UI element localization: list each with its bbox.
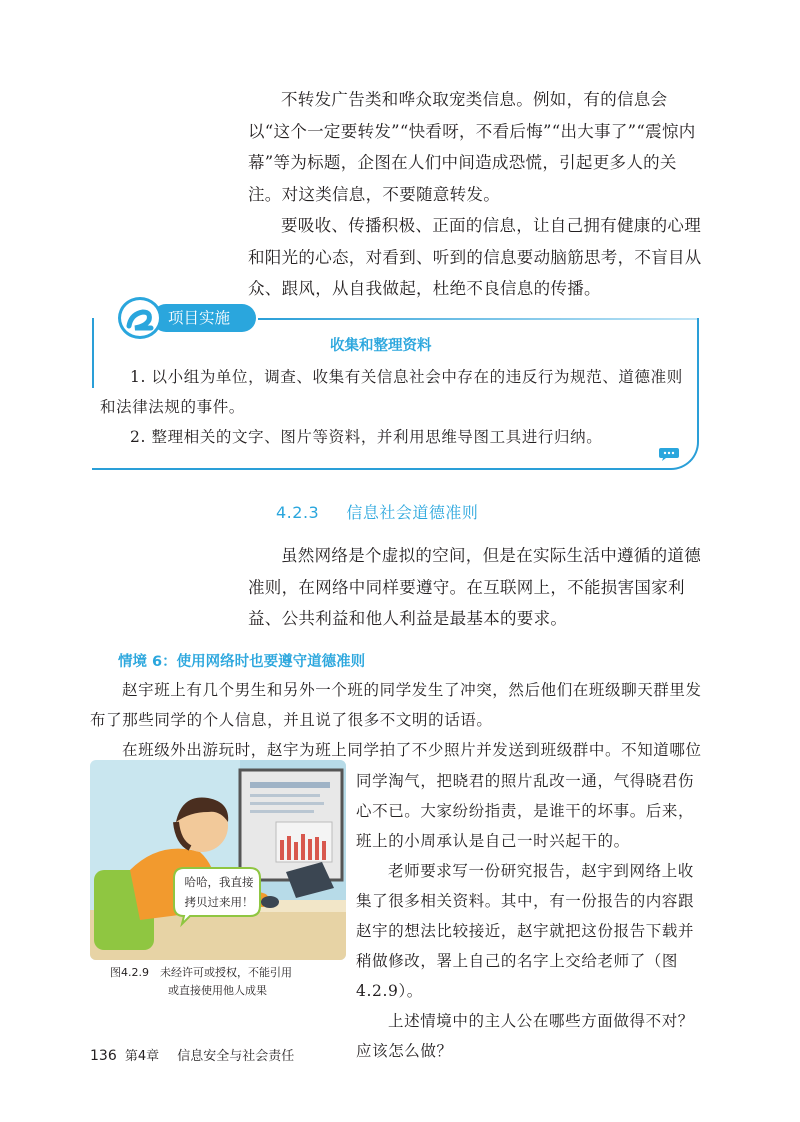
scenario-paragraph: 同学淘气，把晓君的照片乱改一通，气得晓君伤心不已。大家纷纷指责，是谁干的坏事。后来，班上的小周承认是自己一时兴起干的。 [356,772,695,850]
student-at-computer-illustration [90,760,346,960]
illustration-plagiarism [90,760,346,960]
chat-bubble-icon [658,446,680,462]
section-number: 4.2.3 [276,503,320,522]
figure-caption [110,964,292,1000]
project-badge [152,304,256,332]
number-two-icon [121,300,159,336]
scenario-paragraph: 在班级外出游玩时，赵宇为班上同学拍了不少照片并发送到班级群中。不知道哪位 [122,741,702,759]
scenario-text-2 [356,766,704,1066]
section-title: 信息社会道德准则 [346,503,479,522]
scenario-paragraph: 赵宇班上有几个男生和另外一个班的同学发生了冲突，然后他们在班级聊天群里发布了那些同学的个人信息，并且说了很多不文明的话语。 [90,681,702,729]
scenario-heading: 情境 6：使用网络时也要遵守道德准则 [118,654,366,670]
project-item: 1. 以小组为单位，调查、收集有关信息社会中存在的违反行为规范、道德准则和法律法规的事件。 [100,368,683,416]
project-icon [118,297,162,339]
paragraph-positive-info: 要吸收、传播积极、正面的信息，让自己拥有健康的心理和阳光的心态，对看到、听到的信息要动脑筋思考，不盲目从众、跟风，从自我做起，杜绝不良信息的传播。 [248,216,702,298]
scenario-text-1 [90,675,702,765]
intro-text-block [248,84,708,305]
chapter-label: 第4章 [124,1049,160,1064]
section-text-block [248,540,708,635]
project-item: 2. 整理相关的文字、图片等资料，并利用思维导图工具进行归纳。 [130,428,603,446]
project-items [100,362,690,452]
speech-bubble-text: 哈哈，我直接拷贝过来用！ [184,875,254,909]
page-footer [90,1045,294,1064]
chapter-title: 信息安全与社会责任 [177,1049,295,1064]
paragraph-ads: 不转发广告类和哗众取宠类信息。例如，有的信息会以“这个一定要转发”“快看呀，不看后悔”“出大事了”“震惊内幕”等为标题，企图在人们中间造成恐慌，引起更多人的关注。对这类信息，不要随意转发。 [248,90,696,204]
scenario-paragraph: 老师要求写一份研究报告，赵宇到网络上收集了很多相关资料。其中，有一份报告的内容跟赵宇的想法比较接近，赵宇就把这份报告下载并稍做修改，署上自己的名字上交给老师了（图 4.2.9）。 [356,862,695,1000]
project-title: 收集和整理资料 [330,338,432,354]
scenario-paragraph: 上述情境中的主人公在哪些方面做得不对？应该怎么做？ [356,1012,694,1060]
caption-line-2: 或直接使用他人成果 [168,984,267,997]
page-number: 136 [90,1048,117,1064]
section-heading [276,500,478,523]
paragraph-ethics: 虽然网络是个虚拟的空间，但是在实际生活中遵循的道德准则，在网络中同样要遵守。在互联网上，不能损害国家利益、公共利益和他人利益是最基本的要求。 [248,546,701,628]
caption-line-1: 图4.2.9 未经许可或授权，不能引用 [110,966,292,979]
project-badge-label: 项目实施 [168,309,231,327]
